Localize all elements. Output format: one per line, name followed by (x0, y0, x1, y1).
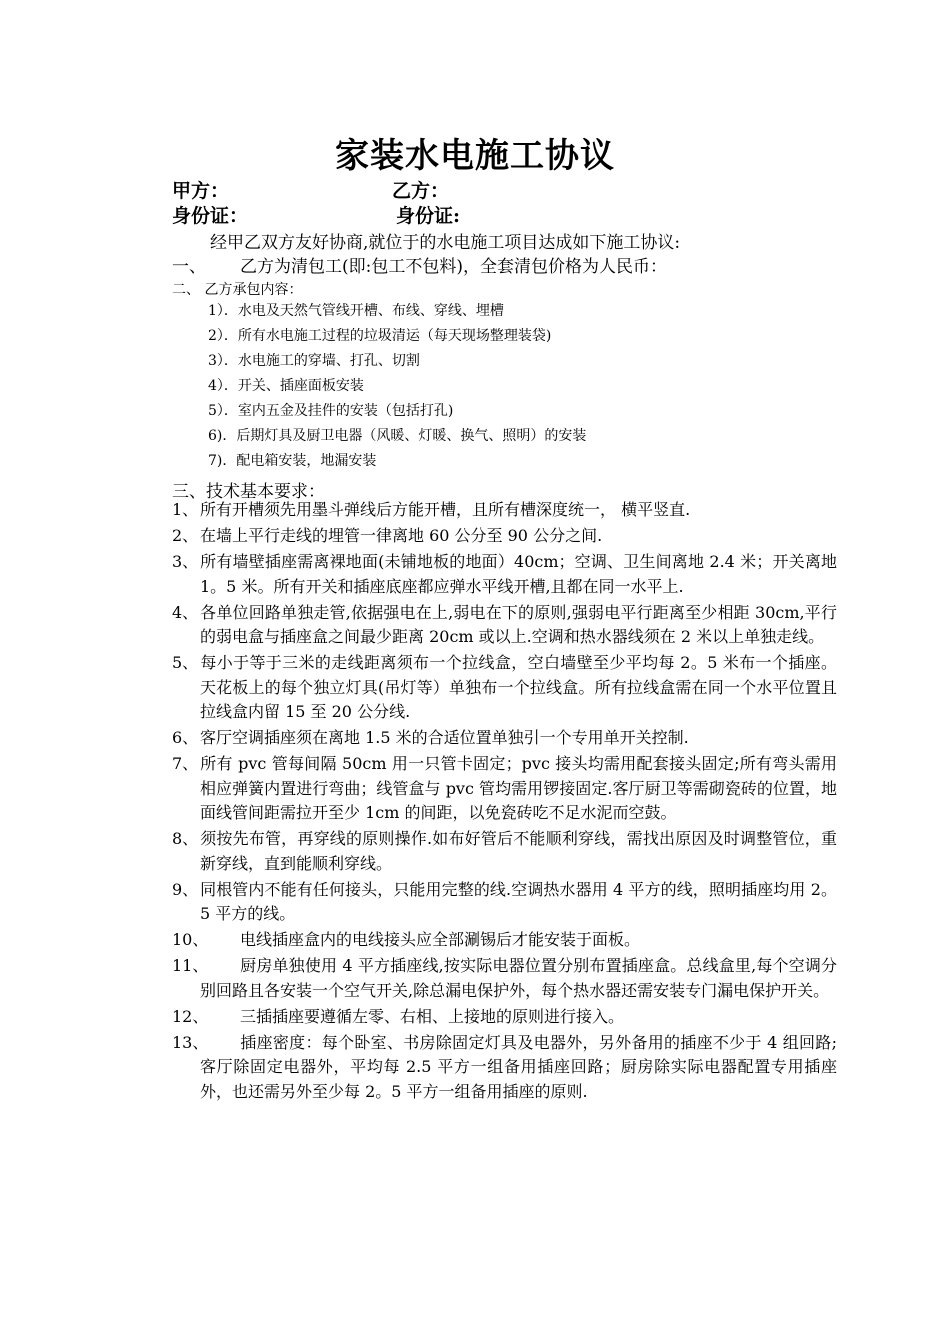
requirement-item (172, 1031, 837, 1105)
requirement-item (172, 498, 837, 523)
requirement-text: 厨房单独使用 4 平方插座线,按实际电器位置分别布置插座盒。总线盒里,每个空调分别回路且各安装一个空气开关,除总漏电保护外，每个热水器还需安装专门漏电保护开关。 (200, 956, 837, 1000)
requirement-item (172, 827, 837, 876)
requirement-number: 12、 (172, 1006, 209, 1026)
section-1-number: 一、 (172, 257, 206, 277)
scope-item: 6)．后期灯具及厨卫电器（风暖、灯暖、换气、照明）的安装 (208, 428, 587, 444)
requirements-list (172, 498, 837, 1106)
scope-item: 3）．水电施工的穿墙、打孔、切割 (208, 353, 420, 369)
scope-item: 7)．配电箱安装，地漏安装 (208, 453, 377, 469)
requirement-item (172, 954, 837, 1003)
requirement-item (172, 726, 837, 751)
requirement-text: 电线插座盒内的电线接头应全部涮锡后才能安装于面板。 (240, 930, 641, 949)
party-b-label: 乙方： (392, 180, 450, 202)
requirement-number: 9、 (172, 879, 199, 899)
section-1 (172, 252, 812, 277)
requirement-text: 在墙上平行走线的埋管一律离地 60 公分至 90 公分之间. (200, 526, 603, 545)
requirement-item (172, 651, 837, 725)
requirement-text: 所有开槽须先用墨斗弹线后方能开槽，且所有槽深度统一， 横平竖直. (200, 500, 691, 519)
requirement-text: 须按先布管，再穿线的原则操作.如布好管后不能顺利穿线，需找出原因及时调整管位，重新穿线，直到能顺利穿线。 (200, 829, 837, 873)
requirement-number: 10、 (172, 930, 209, 949)
requirement-number: 5、 (172, 653, 199, 672)
page-title: 家装水电施工协议 (335, 136, 615, 176)
requirement-number: 1、 (172, 500, 199, 519)
requirement-item (172, 752, 837, 826)
requirement-item (172, 550, 837, 599)
requirement-item (172, 878, 837, 927)
requirement-item (172, 928, 837, 953)
requirement-number: 2、 (172, 526, 199, 545)
scope-item: 2）．所有水电施工过程的垃圾清运（每天现场整理装袋) (208, 328, 552, 344)
requirement-text: 客厅空调插座须在离地 1.5 米的合适位置单独引一个专用单开关控制. (200, 728, 689, 747)
section-3-title: 三、技术基本要求： (172, 482, 325, 502)
requirement-text: 各单位回路单独走管,依据强电在上,弱电在下的原则,强弱电平行距离至少相距 30cm,平行的弱电盒与插座盒之间最少距离 20cm 或以上.空调和热水器线须在 2 米以上单独走线。 (200, 602, 837, 646)
requirement-number: 11、 (172, 956, 209, 975)
scope-list (208, 299, 586, 474)
requirement-text: 三插插座要遵循左零、右相、上接地的原则进行接入。 (240, 1006, 625, 1026)
requirement-number: 13、 (172, 1032, 209, 1052)
requirement-number: 3、 (172, 552, 199, 571)
requirement-number: 7、 (172, 754, 199, 773)
party-a-label: 甲方： (172, 180, 230, 202)
requirement-item (172, 1005, 837, 1030)
section-2-title: 二、 乙方承包内容： (172, 282, 303, 298)
requirement-number: 4、 (172, 602, 199, 622)
requirement-text: 插座密度：每个卧室、书房除固定灯具及电器外，另外备用的插座不少于 4 组回路;客厅除固定电器外，平均每 2.5 平方一组备用插座回路；厨房除实际电器配置专用插座外，也还需另外至少每 2。5 平方一组备用插座的原则. (200, 1032, 837, 1101)
scope-item: 4）．开关、插座面板安装 (208, 378, 364, 394)
requirement-text: 同根管内不能有任何接头，只能用完整的线.空调热水器用 4 平方的线，照明插座均用 2。5 平方的线。 (200, 879, 837, 923)
requirement-number: 8、 (172, 829, 199, 848)
id-a-label: 身份证： (172, 205, 249, 227)
requirement-text: 每小于等于三米的走线距离须布一个拉线盒，空白墙壁至少平均每 2。5 米布一个插座。天花板上的每个独立灯具(吊灯等）单独布一个拉线盒。所有拉线盒需在同一个水平位置且拉线盒内留 15 至 20 公分线. (200, 653, 837, 721)
intro-text: 经甲乙双方友好协商,就位于的水电施工项目达成如下施工协议: (210, 233, 681, 253)
requirement-text: 所有墙壁插座需离裸地面(未铺地板的地面）40cm；空调、卫生间离地 2.4 米；开关离地 1。5 米。所有开关和插座底座都应弹水平线开槽,且都在同一水平上. (200, 552, 837, 596)
scope-item: 5）．室内五金及挂件的安装（包括打孔) (208, 403, 454, 419)
requirement-item (172, 601, 837, 650)
section-1-text: 乙方为清包工(即:包工不包料)，全套清包价格为人民币： (240, 257, 667, 277)
scope-item: 1）．水电及天然气管线开槽、布线、穿线、埋槽 (208, 303, 504, 319)
id-b-label: 身份证: (396, 205, 461, 227)
requirement-text: 所有 pvc 管每间隔 50cm 用一只管卡固定；pvc 接头均需用配套接头固定;所有弯头需用相应弹簧内置进行弯曲；线管盒与 pvc 管均需用锣接固定.客厅厨卫等需砌瓷砖的位置，地面线管间距需拉开至少 1cm 的间距，以免瓷砖吃不足水泥而空鼓。 (200, 754, 837, 822)
requirement-item (172, 524, 837, 549)
requirement-number: 6、 (172, 728, 199, 747)
